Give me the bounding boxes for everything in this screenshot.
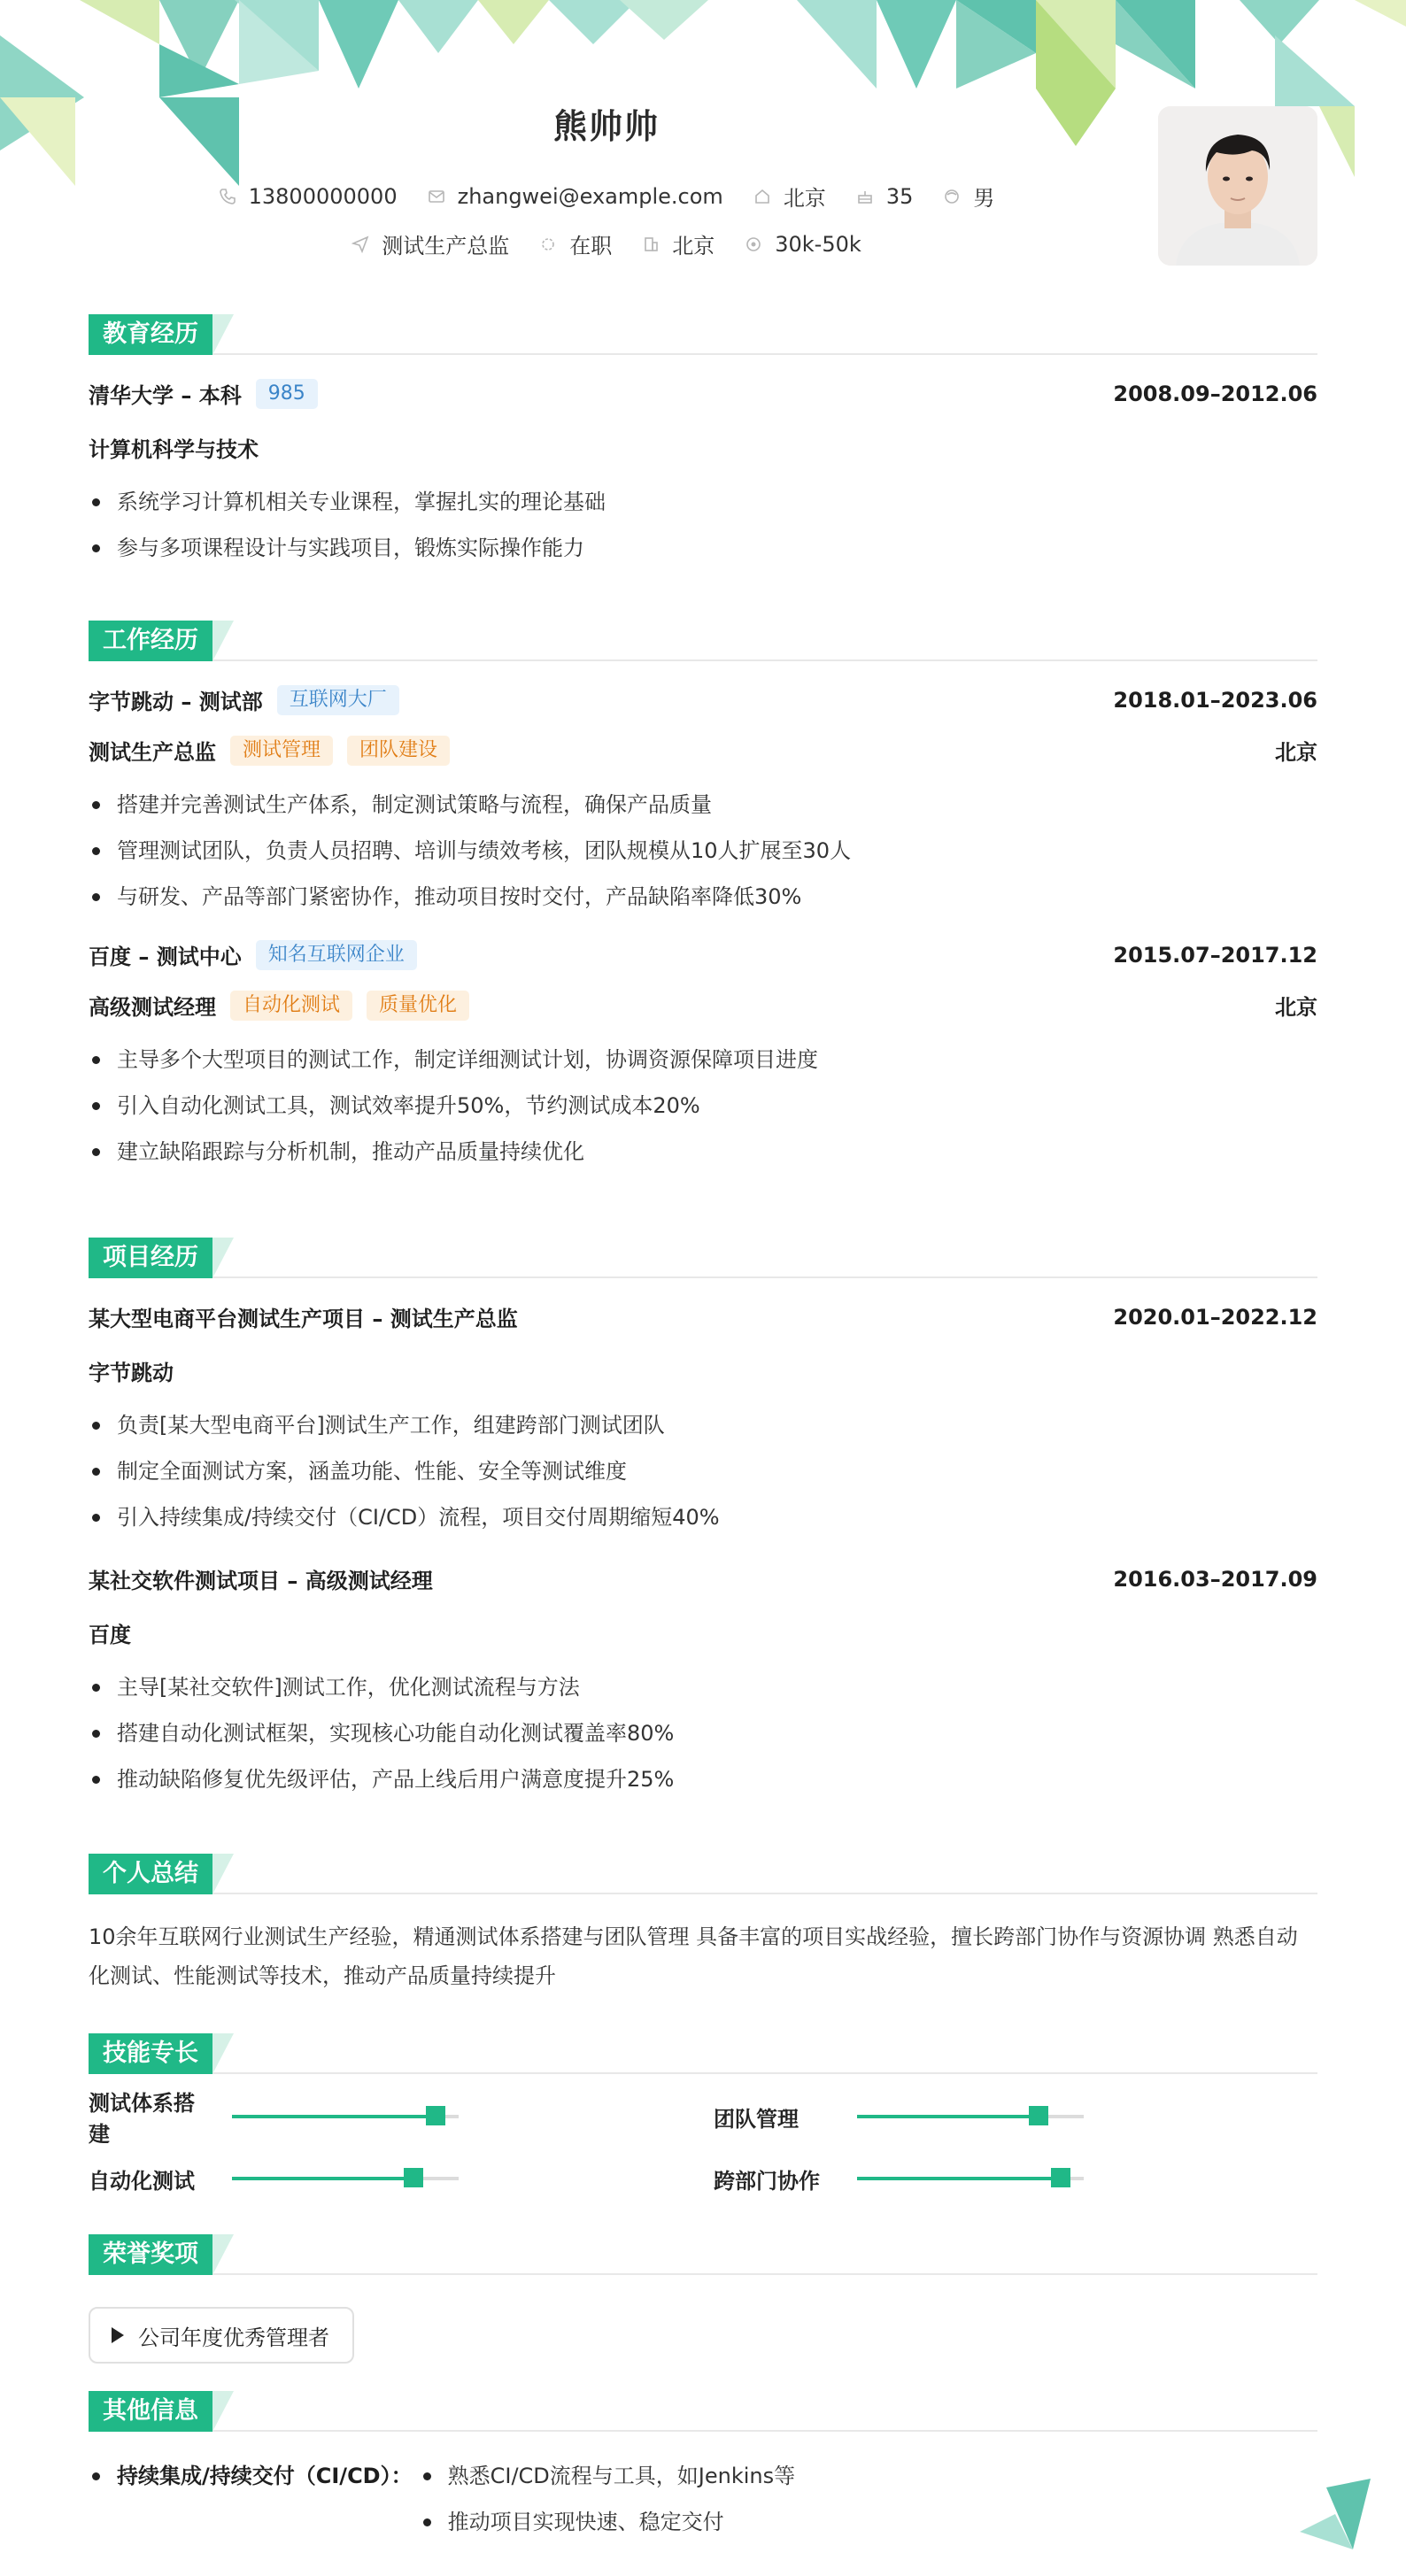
project-name: 某大型电商平台测试生产项目 – 测试生产总监	[89, 1307, 518, 1331]
age-text: 35	[885, 183, 914, 209]
project-name: 某社交软件测试项目 – 高级测试经理	[89, 1569, 433, 1593]
target-city-text: 北京	[672, 234, 715, 258]
skill-bar-knob	[404, 2168, 423, 2187]
work-entry-company	[89, 684, 1317, 715]
phone-info	[219, 184, 398, 209]
section-title: 荣誉奖项	[89, 2234, 212, 2275]
skill-bar-fill	[232, 2115, 436, 2118]
other-points	[420, 2453, 796, 2545]
list-item: 建立缺陷跟踪与分析机制，推动产品质量持续优化	[89, 1129, 1317, 1175]
work-entry-company	[89, 939, 1317, 970]
list-item: 管理测试团队，负责人员招聘、培训与绩效考核，团队规模从10人扩展至30人	[89, 828, 1317, 874]
list-item: 制定全面测试方案，涵盖功能、性能、安全等测试维度	[89, 1448, 1317, 1494]
work-period: 2018.01–2023.06	[1113, 687, 1317, 713]
work-entry-title	[89, 990, 1317, 1021]
other-entry	[89, 2453, 1317, 2545]
target-job-text: 测试生产总监	[382, 234, 510, 258]
contact-row	[0, 181, 1213, 212]
project-points	[89, 1664, 1317, 1802]
skill-name: 测试体系搭建	[89, 2091, 195, 2147]
phone-text: 13800000000	[248, 183, 398, 209]
list-item: 引入持续集成/持续交付（CI/CD）流程，项目交付周期缩短40%	[89, 1494, 1317, 1540]
skills-section	[89, 2033, 1317, 2194]
other-section	[89, 2391, 1317, 2545]
project-org: 字节跳动	[89, 1361, 174, 1385]
target-city-info	[642, 228, 715, 259]
skill-item	[714, 2101, 1317, 2133]
projects-section	[89, 1238, 1317, 1802]
job-intent-row	[0, 228, 1213, 259]
coin-icon	[745, 235, 762, 253]
project-entry	[89, 1301, 1317, 1332]
project-points	[89, 1402, 1317, 1540]
list-item: 与研发、产品等部门紧密协作，推动项目按时交付，产品缺陷率降低30%	[89, 874, 1317, 920]
send-icon	[352, 235, 369, 253]
skill-bar-fill	[857, 2115, 1039, 2118]
resume-header	[0, 0, 1406, 283]
work-section	[89, 621, 1317, 1175]
section-title: 项目经历	[89, 1238, 212, 1278]
work-entry-title	[89, 735, 1317, 766]
section-title: 教育经历	[89, 314, 212, 355]
work-city: 北京	[1275, 740, 1317, 765]
school-tag: 985	[256, 379, 318, 409]
status-icon	[539, 235, 557, 253]
skill-bar-knob	[426, 2106, 445, 2125]
skill-name: 跨部门协作	[714, 2168, 820, 2194]
avatar	[1158, 106, 1317, 266]
list-item: 系统学习计算机相关专业课程，掌握扎实的理论基础	[89, 479, 1317, 525]
skill-bar-knob	[1029, 2106, 1048, 2125]
skill-bar	[857, 2115, 1084, 2118]
skills-grid	[89, 2091, 1317, 2194]
skill-bar-knob	[1051, 2168, 1070, 2187]
summary-header	[89, 1854, 1317, 1894]
education-period: 2008.09–2012.06	[1113, 381, 1317, 406]
education-entry	[89, 378, 1317, 409]
project-period: 2016.03–2017.09	[1113, 1566, 1317, 1592]
projects-header	[89, 1238, 1317, 1278]
list-item: 推动项目实现快速、稳定交付	[420, 2499, 796, 2545]
job-title: 测试生产总监	[89, 740, 216, 765]
list-item: 引入自动化测试工具，测试效率提升50%，节约测试成本20%	[89, 1083, 1317, 1129]
candidate-name: 熊帅帅	[552, 107, 660, 146]
summary-section	[89, 1854, 1317, 1995]
other-label: 持续集成/持续交付（CI/CD）：	[89, 2453, 413, 2545]
list-item: 推动缺陷修复优先级评估，产品上线后用户满意度提升25%	[89, 1756, 1317, 1802]
list-item: 主导多个大型项目的测试工作，制定详细测试计划，协调资源保障项目进度	[89, 1037, 1317, 1083]
company-tag: 互联网大厂	[277, 685, 399, 715]
education-section	[89, 314, 1317, 571]
email-text: zhangwei@example.com	[457, 183, 723, 209]
skill-tag: 团队建设	[347, 736, 450, 766]
honors-section	[89, 2234, 1317, 2364]
skills-header	[89, 2033, 1317, 2074]
list-item: 负责[某大型电商平台]测试生产工作，组建跨部门测试团队	[89, 1402, 1317, 1448]
skill-tag: 测试管理	[230, 736, 333, 766]
project-entry	[89, 1563, 1317, 1594]
project-org: 百度	[89, 1623, 131, 1647]
list-item: 熟悉CI/CD流程与工具，如Jenkins等	[420, 2453, 796, 2499]
status-info	[539, 228, 612, 259]
gender-info	[943, 181, 994, 212]
salary-text: 30k-50k	[775, 231, 861, 257]
age-info	[856, 184, 914, 209]
location-info	[753, 181, 826, 212]
work-points	[89, 1037, 1317, 1175]
skill-bar	[232, 2115, 459, 2118]
skill-tag: 质量优化	[367, 991, 469, 1021]
work-points	[89, 782, 1317, 920]
major: 计算机科学与技术	[89, 437, 259, 462]
education-points	[89, 479, 1317, 571]
cake-icon	[856, 188, 874, 205]
home-icon	[753, 188, 771, 205]
gender-icon	[943, 188, 961, 205]
list-item: 参与多项课程设计与实践项目，锻炼实际操作能力	[89, 525, 1317, 571]
school-name: 清华大学 – 本科	[89, 383, 242, 408]
building-icon	[642, 235, 660, 253]
section-title: 个人总结	[89, 1854, 212, 1894]
list-item: 搭建并完善测试生产体系，制定测试策略与流程，确保产品质量	[89, 782, 1317, 828]
skill-name: 团队管理	[714, 2106, 799, 2132]
play-icon	[112, 2327, 124, 2343]
honors-header	[89, 2234, 1317, 2275]
email-info	[428, 184, 723, 209]
phone-icon	[219, 188, 236, 205]
work-period: 2015.07–2017.12	[1113, 942, 1317, 968]
other-header	[89, 2391, 1317, 2432]
company-name: 百度 – 测试中心	[89, 945, 242, 969]
skill-name: 自动化测试	[89, 2168, 195, 2194]
list-item: 主导[某社交软件]测试工作，优化测试流程与方法	[89, 1664, 1317, 1710]
work-header	[89, 621, 1317, 661]
list-item: 搭建自动化测试框架，实现核心功能自动化测试覆盖率80%	[89, 1710, 1317, 1756]
target-job-info	[352, 228, 509, 259]
project-period: 2020.01–2022.12	[1113, 1304, 1317, 1330]
education-header	[89, 314, 1317, 355]
skill-bar-fill	[857, 2177, 1061, 2180]
status-text: 在职	[569, 234, 613, 258]
skill-bar	[232, 2177, 459, 2180]
section-title: 技能专长	[89, 2033, 212, 2074]
section-title: 工作经历	[89, 621, 212, 661]
award-item	[89, 2307, 354, 2364]
gender-text: 男	[973, 186, 995, 211]
company-tag: 知名互联网企业	[256, 940, 417, 970]
skill-bar-fill	[232, 2177, 413, 2180]
summary-text: 10余年互联网行业测试生产经验，精通测试体系搭建与团队管理 具备丰富的项目实战经验，擅长跨部门协作与资源协调 熟悉自动化测试、性能测试等技术，推动产品质量持续提升	[89, 1924, 1298, 1988]
work-city: 北京	[1275, 995, 1317, 1020]
mail-icon	[428, 188, 445, 205]
skill-item	[89, 2163, 714, 2194]
skill-item	[89, 2091, 714, 2147]
company-name: 字节跳动 – 测试部	[89, 690, 263, 714]
skill-bar	[857, 2177, 1084, 2180]
job-title: 高级测试经理	[89, 995, 216, 1020]
location-text: 北京	[783, 186, 826, 211]
award-name: 公司年度优秀管理者	[138, 2325, 329, 2350]
salary-info	[745, 232, 861, 257]
section-title: 其他信息	[89, 2391, 212, 2432]
skill-item	[714, 2163, 1317, 2194]
skill-tag: 自动化测试	[230, 991, 352, 1021]
